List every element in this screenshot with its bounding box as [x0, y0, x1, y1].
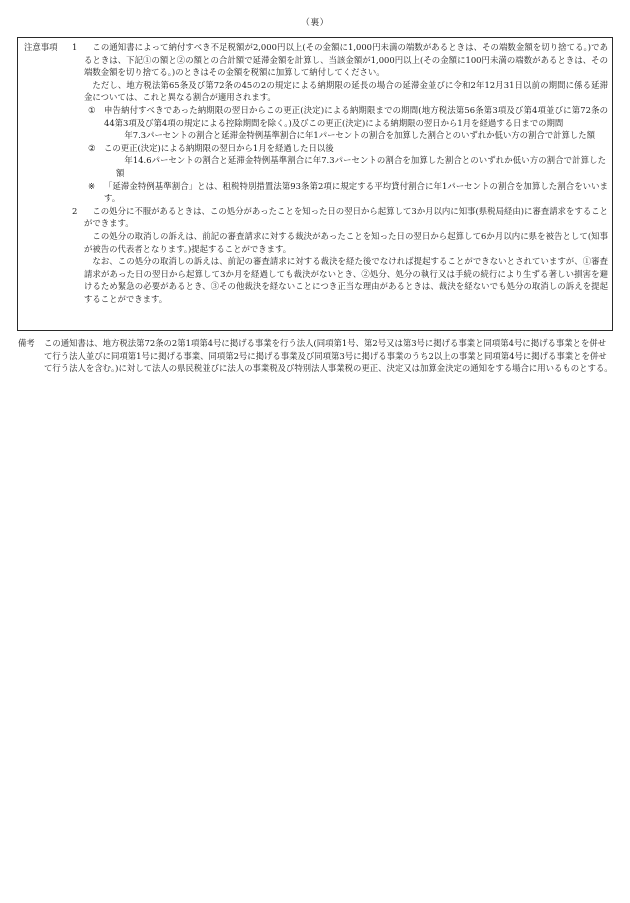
period-1	[88, 104, 608, 142]
definition-note-marker: ※	[88, 180, 96, 191]
note-item-1	[72, 41, 608, 205]
period-2-marker: ②	[88, 142, 96, 153]
period-1-marker: ①	[88, 104, 96, 115]
note-item-2-exception: なお、この処分の取消しの訴えは、前記の審査請求に対する裁決を経た後でなければ提起することができないとされていますが、①審査請求があった日の翌日から起算して3か月を経過しても裁決がないとき、②処分、処分の執行又は手続の続行により生ずる著しい損害を避けるため緊急の必要があるとき、③その他裁決を経ないことにつき正当な理由があるときは、裁決を経ないでも処分の取消しの訴えを提起することができます。	[84, 256, 608, 304]
remarks-section	[17, 337, 613, 375]
note-item-1-text: この通知書によって納付すべき不足税額が2,000円以上(その金額に1,000円未満の端数があるときは、その端数金額を切り捨てる。)であるときは、下記①の額と②の額との合計額で延滞金額を計算し、当該金額が1,000円以上(その金額に100円未満の端数があるときは、その端数金額を切り捨てる。)のときはその金額を税額に加算して納付してください。	[84, 42, 608, 78]
definition-note	[88, 180, 608, 205]
note-item-2-lawsuit: この処分の取消しの訴えは、前記の審査請求に対する裁決があったことを知った日の翌日から起算して6か月以内に県を被告として(知事が被告の代表者となります。)提起することができます。	[84, 230, 608, 254]
definition-note-text: 「延滞金特例基準割合」とは、租税特別措置法第93条第2項に規定する平均貸付割合に年1パーセントの割合を加算した割合をいいます。	[104, 180, 608, 204]
remarks-label: 備考	[18, 338, 35, 348]
period-1-text: 申告納付すべきであった納期限の翌日からこの更正(決定)による納期限までの期間(地方税法第56条第3項及び第4項並びに第72条の44第3項及び第4項の規定による控除期間を除く。)及びこの更正(決定)による納期限の翌日から1月を経過する日までの期間	[104, 104, 608, 128]
note-item-1-proviso: ただし、地方税法第65条及び第72条の45の2の規定による納期限の延長の場合の延滞金並びに令和2年12月31日以前の期間に係る延滞金については、これと異なる割合が適用されます。	[84, 79, 608, 103]
period-2-text: この更正(決定)による納期限の翌日から1月を経過した日以後	[104, 142, 334, 153]
remarks-text: この通知書は、地方税法第72条の2第1項第4号に掲げる事業を行う法人(同項第1号、第2号又は第3号に掲げる事業と同項第4号に掲げる事業とを併せて行う法人並びに同項第1号に掲げる事業、同項第2号に掲げる事業及び同項第3号に掲げる事業のうち2以上の事業と同項第4号に掲げる事業とを併せて行う法人を含む。)に対して法人の県民税並びに法人の事業税及び特別法人事業税の更正、決定又は加算金決定の通知をする場合に用いるものとする。	[44, 338, 613, 374]
page-title: （裏）	[301, 18, 329, 28]
note-item-2	[72, 205, 608, 306]
notes-box	[17, 37, 613, 331]
notes-label: 注意事項	[24, 42, 58, 52]
note-item-2-text: この処分に不服があるときは、この処分があったことを知った日の翌日から起算して3か月以内に知事(県税局経由)に審査請求をすることができます。	[84, 205, 608, 229]
period-2-rate: 年14.6パーセントの割合と延滞金特例基準割合に年7.3パーセントの割合を加算した割合とのいずれか低い方の割合で計算した額	[116, 155, 606, 178]
period-2	[88, 142, 608, 180]
period-1-rate: 年7.3パーセントの割合と延滞金特例基準割合に年1パーセントの割合を加算した割合とのいずれか低い方の割合で計算した額	[124, 130, 595, 141]
note-item-1-number: 1	[72, 42, 78, 52]
note-item-2-number: 2	[72, 205, 78, 216]
notes-content	[72, 41, 608, 305]
